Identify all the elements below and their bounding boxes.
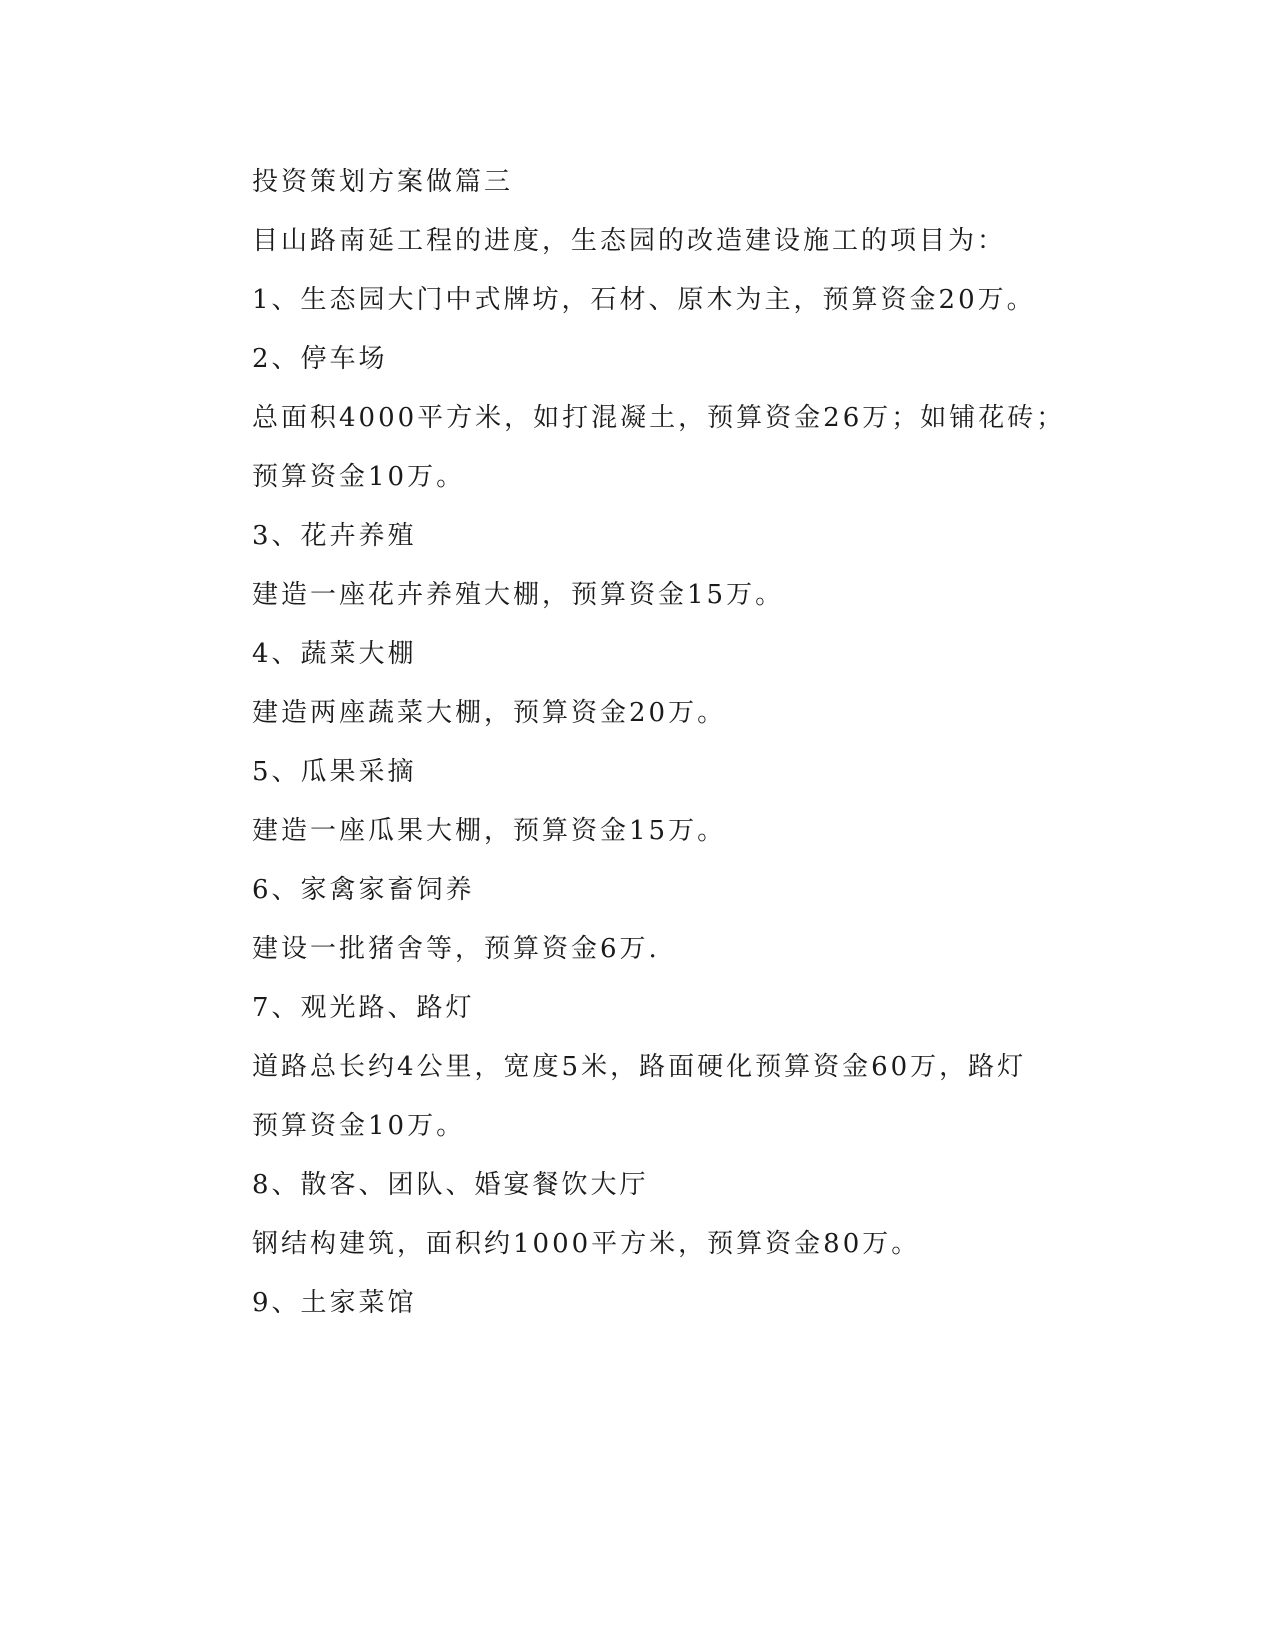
item-6-heading: 6、家禽家畜饲养 xyxy=(252,875,475,905)
item-2-text-continued: 预算资金10万。 xyxy=(252,462,466,492)
item-2-text: 总面积4000平方米，如打混凝土，预算资金26万；如铺花砖； xyxy=(252,403,1066,433)
document-title: 投资策划方案做篇三 xyxy=(252,167,514,197)
item-4-text: 建造两座蔬菜大棚，预算资金20万。 xyxy=(252,698,727,728)
item-8-heading: 8、散客、团队、婚宴餐饮大厅 xyxy=(252,1170,649,1200)
item-6-text: 建设一批猪舍等，预算资金6万. xyxy=(252,934,660,964)
item-3-heading: 3、花卉养殖 xyxy=(252,521,417,551)
item-9-heading: 9、土家菜馆 xyxy=(252,1288,417,1318)
item-2-heading: 2、停车场 xyxy=(252,344,388,374)
item-3-text: 建造一座花卉养殖大棚，预算资金15万。 xyxy=(252,580,785,610)
item-4-heading: 4、蔬菜大棚 xyxy=(252,639,417,669)
intro-paragraph: 目山路南延工程的进度，生态园的改造建设施工的项目为： xyxy=(252,226,1007,256)
item-5-heading: 5、瓜果采摘 xyxy=(252,757,417,787)
item-7-text-continued: 预算资金10万。 xyxy=(252,1111,466,1141)
item-7-heading: 7、观光路、路灯 xyxy=(252,993,475,1023)
item-5-text: 建造一座瓜果大棚，预算资金15万。 xyxy=(252,816,727,846)
item-1-heading: 1、生态园大门中式牌坊，石材、原木为主，预算资金20万。 xyxy=(252,285,1036,315)
document-body xyxy=(252,160,1066,1340)
item-8-text: 钢结构建筑，面积约1000平方米，预算资金80万。 xyxy=(252,1229,921,1259)
item-7-text: 道路总长约4公里，宽度5米，路面硬化预算资金60万，路灯 xyxy=(252,1052,1027,1082)
